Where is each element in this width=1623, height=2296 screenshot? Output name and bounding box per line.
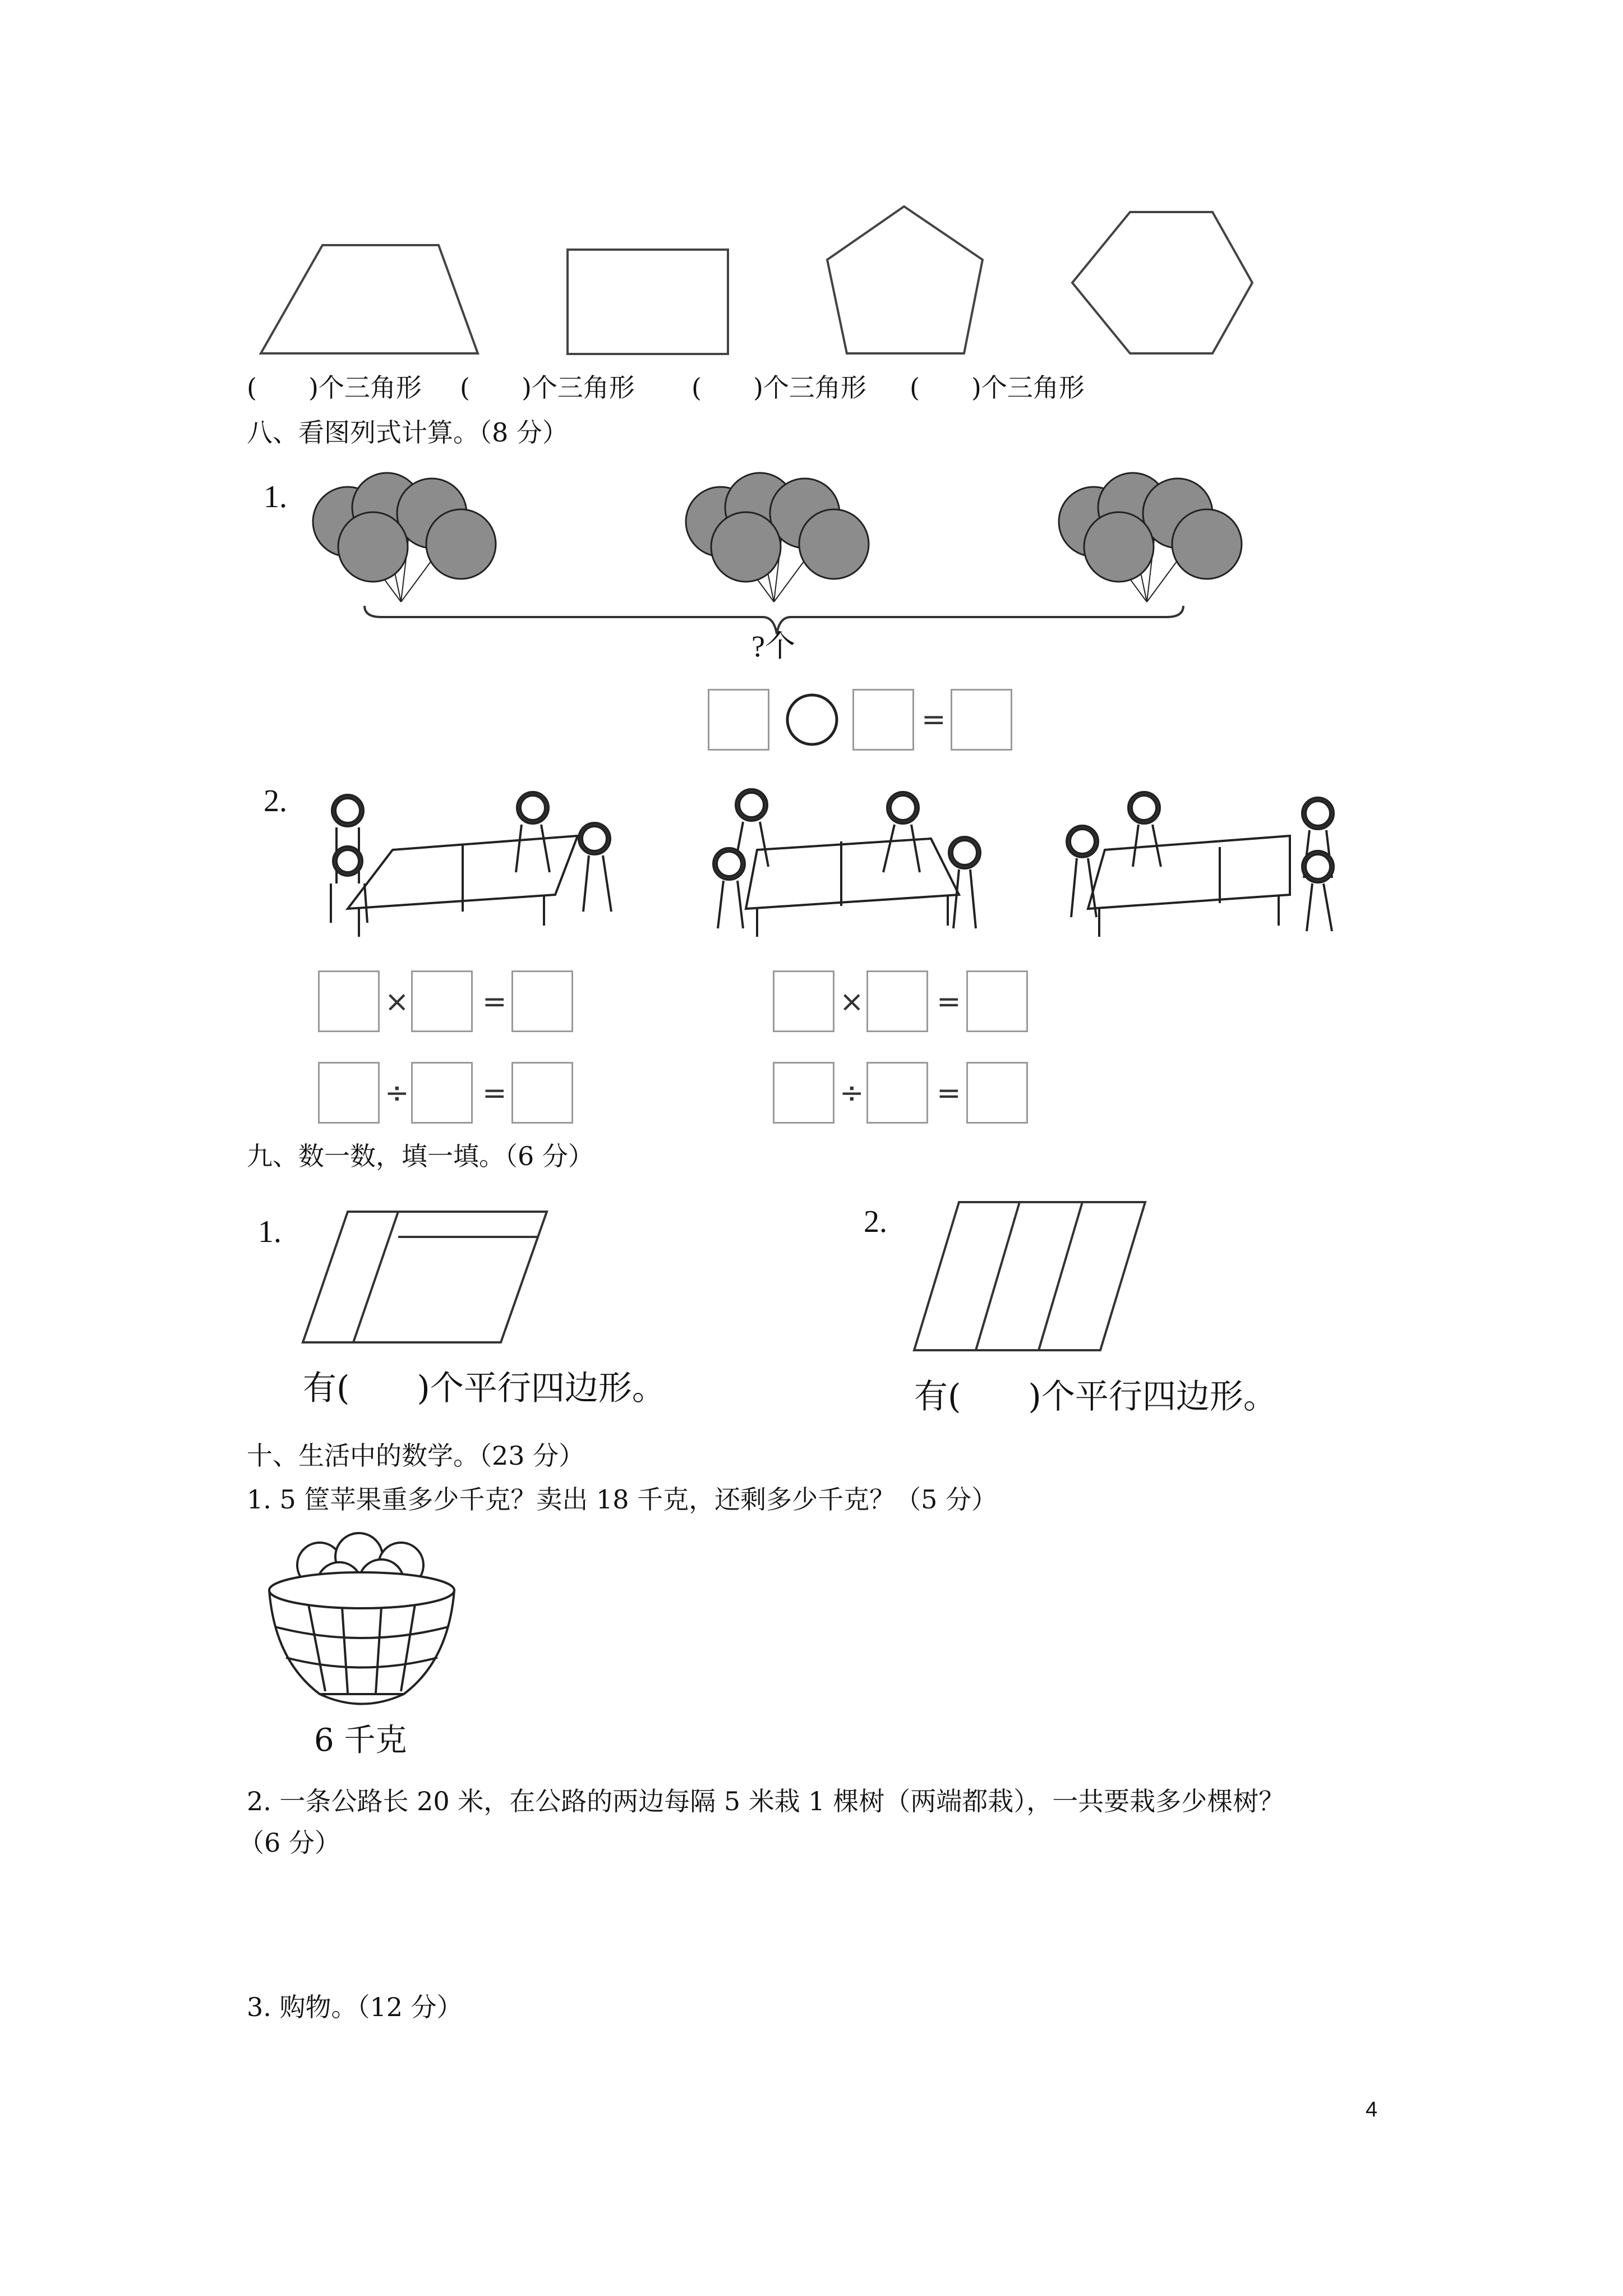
equals-sign: = xyxy=(937,985,961,1019)
triangle-count-blank-2: ( )个三角形 xyxy=(460,372,635,403)
triangle-count-blank-3: ( )个三角形 xyxy=(691,372,866,403)
q9-1-number: 1. xyxy=(258,1214,282,1249)
equals-sign: = xyxy=(937,1076,961,1110)
equals-sign: = xyxy=(482,985,507,1019)
section-8-title: 八、看图列式计算。（8 分） xyxy=(247,417,568,448)
section-10-title: 十、生活中的数学。（23 分） xyxy=(247,1441,585,1471)
divide-sign: ÷ xyxy=(385,1076,409,1110)
equals-sign: = xyxy=(921,703,946,737)
triangle-count-blank-1: ( )个三角形 xyxy=(247,372,422,403)
q9-1-caption: 有( )个平行四边形。 xyxy=(303,1369,666,1408)
basket-weight-label: 6 千克 xyxy=(314,1722,407,1759)
question-label: ?个 xyxy=(751,629,795,663)
q8-2-number: 2. xyxy=(264,784,287,818)
apple-basket-image xyxy=(264,1520,465,1728)
q10-3-text: 3. 购物。（12 分） xyxy=(247,1992,463,2022)
q9-2-caption: 有( )个平行四边形。 xyxy=(914,1377,1277,1416)
q10-2-score: （6 分） xyxy=(238,1828,340,1858)
q8-1-number: 1. xyxy=(264,480,287,514)
section-9-title: 九、数一数，填一填。（6 分） xyxy=(247,1141,594,1171)
equals-sign: = xyxy=(482,1076,507,1110)
page-number: 4 xyxy=(1366,2098,1378,2122)
multiply-sign: × xyxy=(840,985,864,1019)
multiply-sign: × xyxy=(385,985,409,1019)
triangle-count-blank-4: ( )个三角形 xyxy=(910,372,1085,403)
divide-sign: ÷ xyxy=(840,1076,864,1110)
q10-2-text: 2. 一条公路长 20 米，在公路的两边每隔 5 米栽 1 棵树（两端都栽），一共要栽多少棵树？ xyxy=(247,1786,1285,1816)
q9-2-number: 2. xyxy=(864,1204,887,1239)
q10-1-text: 1. 5 筐苹果重多少千克？卖出 18 千克，还剩多少千克？（5 分） xyxy=(247,1484,998,1515)
